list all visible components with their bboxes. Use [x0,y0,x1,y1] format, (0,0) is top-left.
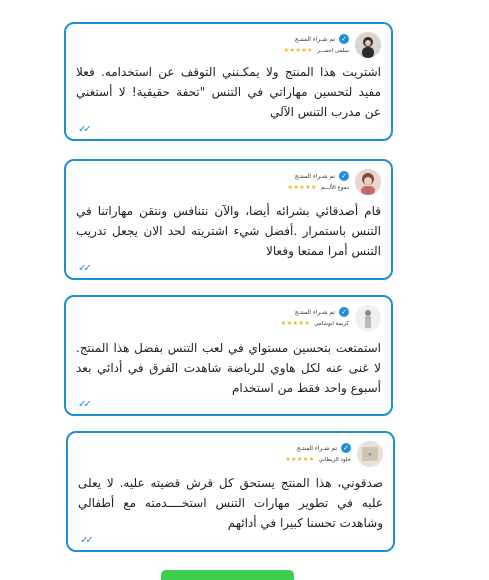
review-card [64,295,393,416]
avatar [355,169,381,195]
avatar [357,441,383,467]
svg-text:×: × [367,452,373,458]
purchase-badge-label: تم شـراء المنتـج [294,35,335,43]
review-text: استمتعت بتحسين مستواي في لعب التنس بفضل هذا المنتج. لا غنى عنه لكل هاوي للرياضة شاهدت الفرق في أدائي بعد أسبوع واحد فقط من استخدام [76,341,381,395]
star-rating: ★★★★★ [283,47,314,54]
review-text: قام أصدقائي بشرائه أيضا، والآن نتنافس ونتقن مهاراتنا في التنس باستمرار .أفضل شيء اشتريته لحد الان يجعل تدريب التنس أمرا ممتعا وفعالا [76,204,381,258]
review-card [66,431,395,552]
reviewer-name: سلمى احمـــر [317,47,349,54]
verified-check-icon: ✓ [339,307,349,317]
review-text: صدقوني، هذا المنتج يستحق كل قرش قضيته عليه. لا يعلى عليه في تطوير مهارات التنس استخــــدمته مع أطفالي وشاهدت تحسنا كبيرا في أدائهم [78,476,383,530]
read-ticks-icon: ✓✓ [80,535,91,546]
star-rating: ★★★★★ [287,184,317,191]
star-rating: ★★★★★ [285,456,315,463]
review-header [285,441,383,467]
reviewer-name: خلود الزيطاني [318,456,351,463]
review-card [64,159,393,280]
avatar [355,305,381,331]
review-text: اشتريت هذا المنتج ولا يمكـنني التوقف عن استخدامه. فعلا مفيد لتحسين مهاراتي في التنس "تحفة حقيقية! لا أستغني عن مدرب التنس الآلي [76,65,381,119]
purchase-badge-label: تم شـراء المنتـج [294,308,335,316]
verified-check-icon: ✓ [339,171,349,181]
read-ticks-icon: ✓✓ [78,399,89,410]
reviewer-meta [284,34,349,54]
review-header [284,32,381,58]
review-card [64,22,393,141]
verified-check-icon: ✓ [339,34,349,44]
read-ticks-icon: ✓✓ [78,263,89,274]
review-header [287,169,381,195]
reviewer-name: كريمة ابوشامي [314,320,349,327]
reviewer-meta [285,443,351,463]
star-rating: ★★★★★ [280,320,311,327]
purchase-badge-label: تم شـراء المنتـج [294,172,335,180]
avatar [355,32,381,58]
purchase-badge-label: تم شـراء المنتـج [296,444,337,452]
verified-check-icon: ✓ [341,443,351,453]
reviewer-name: دموع الألـــم [320,184,349,191]
order-button[interactable] [161,570,294,580]
reviewer-meta [287,171,349,191]
review-header [281,305,381,331]
read-ticks-icon: ✓✓ [78,124,89,135]
reviewer-meta [281,307,349,327]
